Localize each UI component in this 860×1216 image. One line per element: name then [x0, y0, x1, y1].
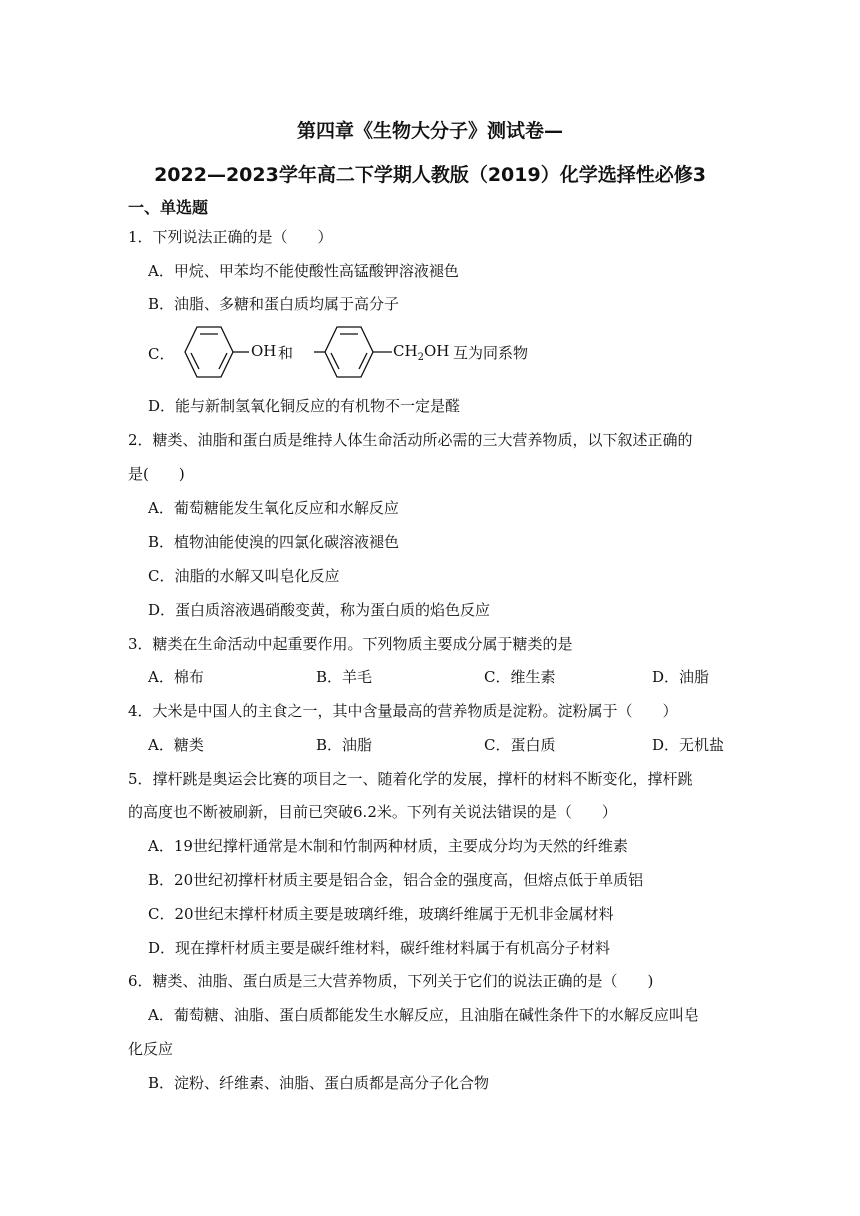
q2-stem-line1: 2．糖类、油脂和蛋白质是维持人体生命活动所必需的三大营养物质，以下叙述正确的	[128, 431, 693, 449]
q4-option-b: B．油脂	[316, 736, 373, 754]
q3-option-d: D．油脂	[652, 668, 710, 686]
q4-option-c: C．蛋白质	[484, 736, 556, 754]
q2-option-b: B．植物油能使溴的四氯化碳溶液褪色	[148, 533, 400, 551]
title-line-2: 2022—2023学年高二下学期人教版（2019）化学选择性必修3	[154, 164, 706, 186]
q1-stem: 1．下列说法正确的是（ ）	[128, 228, 333, 246]
q5-option-c: C．20世纪末撑杆材质主要是玻璃纤维，玻璃纤维属于无机非金属材料	[148, 905, 614, 923]
q6-stem: 6．糖类、油脂、蛋白质是三大营养物质，下列关于它们的说法正确的是（ )	[128, 972, 654, 990]
q1-and-label: 和	[278, 344, 294, 362]
q5-option-d: D．现在撑杆材质主要是碳纤维材料，碳纤维材料属于有机高分子材料	[148, 939, 611, 957]
q1-sub-2: 2	[417, 352, 424, 363]
q1-ch2oh-label	[393, 342, 449, 363]
section-heading: 一、单选题	[128, 198, 209, 217]
title-line-1: 第四章《生物大分子》测试卷—	[296, 120, 563, 142]
benzene-ring-phenol	[185, 327, 249, 377]
q1-oh-text: OH	[423, 342, 450, 360]
q2-option-d: D．蛋白质溶液遇硝酸变黄，称为蛋白质的焰色反应	[148, 601, 491, 619]
q2-stem-line2: 是( )	[128, 465, 185, 483]
q1-structures	[174, 322, 594, 384]
q4-option-d: D．无机盐	[652, 736, 725, 754]
q5-stem-line2: 的高度也不断被刷新，目前已突破6.2米。下列有关说法错误的是（ ）	[128, 803, 617, 821]
q2-option-a: A．葡萄糖能发生氧化反应和水解反应	[148, 499, 399, 517]
q3-option-c: C．维生素	[484, 668, 556, 686]
q3-option-a: A．棉布	[148, 668, 204, 686]
q1-option-a: A．甲烷、甲苯均不能使酸性高锰酸钾溶液褪色	[148, 262, 459, 280]
q3-option-b: B．羊毛	[316, 668, 373, 686]
q1-ch-text: CH	[393, 342, 418, 360]
q1-option-c-prefix: C．	[148, 345, 175, 363]
q1-option-b: B．油脂、多糖和蛋白质均属于高分子	[148, 295, 400, 313]
q1-option-c-suffix: 互为同系物	[453, 344, 529, 362]
q5-stem-line1: 5．撑杆跳是奥运会比赛的项目之一、随着化学的发展，撑杆的材料不断变化，撑杆跳	[128, 770, 693, 788]
benzene-ring-benzyl	[314, 327, 392, 377]
q5-option-a: A．19世纪撑杆通常是木制和竹制两种材质，主要成分均为天然的纤维素	[148, 837, 628, 855]
q6-option-a-line1: A．葡萄糖、油脂、蛋白质都能发生水解反应，且油脂在碱性条件下的水解反应叫皂	[148, 1006, 699, 1024]
q1-oh-label: OH	[251, 342, 277, 360]
q4-option-a: A．糖类	[148, 736, 204, 754]
q4-stem: 4．大米是中国人的主食之一，其中含量最高的营养物质是淀粉。淀粉属于（ ）	[128, 702, 678, 720]
q6-option-b: B．淀粉、纤维素、油脂、蛋白质都是高分子化合物	[148, 1074, 490, 1092]
q3-stem: 3．糖类在生命活动中起重要作用。下列物质主要成分属于糖类的是	[128, 635, 573, 653]
q2-option-c: C．油脂的水解又叫皂化反应	[148, 567, 340, 585]
q1-option-d: D．能与新制氢氧化铜反应的有机物不一定是醛	[148, 397, 461, 415]
q6-option-a-line2: 化反应	[128, 1040, 174, 1058]
q1-option-c	[148, 320, 568, 384]
q5-option-b: B．20世纪初撑杆材质主要是铝合金，铝合金的强度高，但熔点低于单质铝	[148, 871, 644, 889]
